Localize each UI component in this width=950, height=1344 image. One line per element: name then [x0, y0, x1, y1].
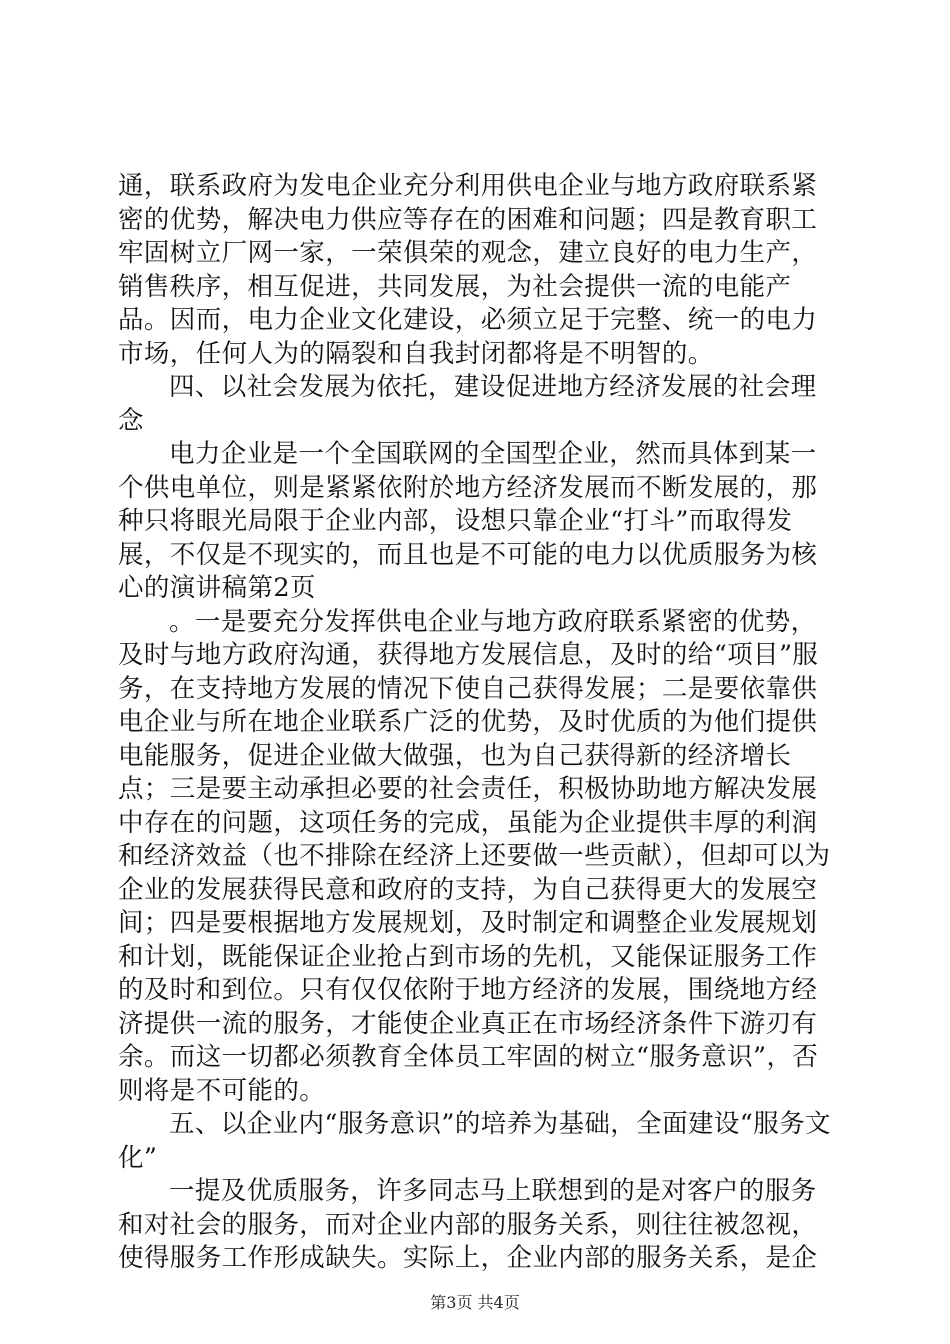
paragraph: 电力企业是一个全国联网的全国型企业，然而具体到某一个供电单位，则是紧紧依附於地方经济发展而不断发展的，那种只将眼光局限于企业内部，设想只靠企业“打斗”而取得发展，不仅是不现实的，而且也是不可能的电力以优质服务为核心的演讲稿第2页	[118, 439, 818, 603]
paragraph: 。一是要充分发挥供电企业与地方政府联系紧密的优势，及时与地方政府沟通，获得地方发展信息，及时的给“项目”服务，在支持地方发展的情况下使自己获得发展；二是要依靠供电企业与所在地企业联系广泛的优势，及时优质的为他们提供电能服务，促进企业做大做强，也为自己获得新的经济增长点；三是要主动承担必要的社会责任，积极协助地方解决发展中存在的问题，这项任务的完成，虽能为企业提供丰厚的利润和经济效益（也不排除在经济上还要做一些贡献），但却可以为企业的发展获得民意和政府的支持，为自己获得更大的发展空间；四是要根据地方发展规划，及时制定和调整企业发展规划和计划，既能保证企业抢占到市场的先机，又能保证服务工作的及时和到位。只有仅仅依附于地方经济的发展，围绕地方经济提供一流的服务，才能使企业真正在市场经济条件下游刃有余。而这一切都必须教育全体员工牢固的树立“服务意识”，否则将是不可能的。	[118, 606, 831, 1106]
paragraph-continuation: 通，联系政府为发电企业充分利用供电企业与地方政府联系紧密的优势，解决电力供应等存在的困难和问题；四是教育职工牢固树立厂网一家，一荣俱荣的观念，建立良好的电力生产，销售秩序，相互促进，共同发展，为社会提供一流的电能产品。因而，电力企业文化建设，必须立足于完整、统一的电力市场，任何人为的隔裂和自我封闭都将是不明智的。	[118, 171, 818, 369]
body-text	[118, 170, 840, 1276]
section-heading-five: 五、以企业内“服务意识”的培养为基础，全面建设“服务文化”	[118, 1109, 831, 1173]
section-heading-four: 四、以社会发展为依托，建设促进地方经济发展的社会理念	[118, 372, 817, 436]
paragraph: 一提及优质服务，许多同志马上联想到的是对客户的服务和对社会的服务，而对企业内部的服务关系，则往往被忽视，使得服务工作形成缺失。实际上，企业内部的服务关系，是企	[118, 1176, 818, 1273]
page-number-footer: 第3页 共4页	[430, 1293, 520, 1312]
